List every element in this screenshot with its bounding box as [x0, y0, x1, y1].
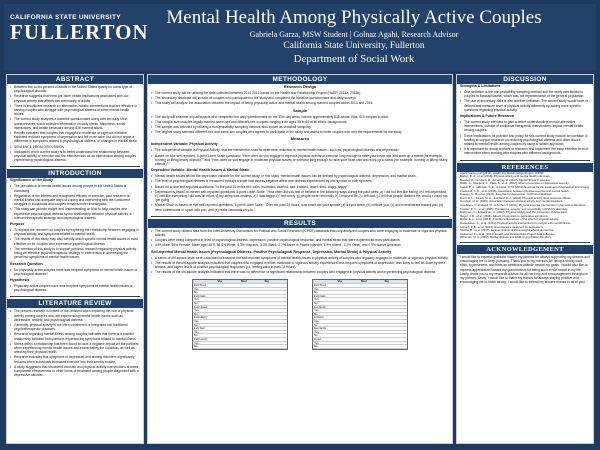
list-item: • Research regarding mental illness among couples indicates that there is a positive relationship between both partners experiencing symptoms related to mental illness.	[10, 332, 140, 340]
list-item: • The current study analyzes a baseline questionnaire along with ten daily short questionnaires which collected information on daily stress, happiness, social interactions, and health behaviors among 838 married adults.	[10, 117, 140, 130]
table-cell: Felt Tired	[314, 283, 326, 288]
methodology-heading: METHODOLOGY	[148, 75, 452, 84]
purpose-list	[7, 227, 143, 261]
reference-item: Kessler, R. C., et al. (2005). Prevalence, severity, and comorbidity of DSM-IV disorders.	[460, 206, 569, 211]
list-item: • The level of psychological distress is measured through a scale that assess negative affect and distress experienced by one spouse or both spouses.	[151, 179, 449, 183]
table-cell	[360, 284, 384, 287]
table-cell: No	[194, 290, 198, 295]
list-item: • The present research is limited or non-existent when exploring the role of physical activity among couples who are experiencing mental health issues such as depression, anxiety, and psychological distress.	[10, 309, 140, 322]
reference-item: Josefsson, T., Lindwall, M., & Archer, T. (2014). Physical exercise intervention in depressive disorders.	[460, 202, 586, 207]
table-cell	[240, 331, 264, 334]
table-cell: No	[314, 333, 318, 338]
table-cell	[217, 309, 241, 312]
table-cell: Yes	[314, 286, 319, 291]
table-cell	[384, 306, 408, 309]
table-cell	[337, 334, 361, 337]
table-cell: Felt Tired	[194, 283, 206, 288]
table-cell	[240, 342, 264, 345]
reference-item: Mammen, G., & Faulkner, G. (2013). Physical activity and the prevention of depression.	[460, 210, 569, 215]
table-cell	[264, 302, 288, 305]
table-cell: Yes	[314, 340, 319, 345]
table-cell	[240, 306, 264, 309]
table-cell: Felt Lonely	[194, 336, 208, 341]
table-cell: Yes	[314, 329, 319, 334]
strengths-heading: Strengths & Limitations	[460, 84, 501, 88]
table-cell	[337, 295, 361, 298]
table-header-cell: Mod	[361, 279, 367, 284]
implications-heading: Implications & Future Research	[460, 114, 514, 119]
table-cell	[217, 320, 241, 323]
table-cell	[360, 324, 384, 327]
divider	[10, 296, 140, 297]
significance-list	[7, 183, 143, 222]
table-cell	[264, 306, 288, 309]
list-item: • Implication of the current study is to better understand the relationship between physical activity or exercise and the effectiveness as an intervention among couples experiencing psychological distress.	[10, 150, 140, 163]
table-cell	[384, 342, 408, 345]
table-cell: Yes	[194, 319, 199, 324]
table-cell	[217, 291, 241, 294]
list-item: • Regardless of the interest and recognized efficacy of exercise, past research on mental illness and adequate ways of coping and intervening with the concurrent struggles in individuals and couples remains under investigated.	[10, 194, 140, 207]
table-cell	[264, 334, 288, 337]
divider	[460, 160, 590, 161]
reference-item: Cooney, G. M., et al. (2013). Exercise for depression. Cochrane Database.	[460, 192, 553, 197]
list-item: • The independent variable is Physical Activity, that the intervention used to determine reduction in mental health issues - such as, psychological distress and depression.	[151, 148, 449, 152]
abstract-list	[7, 84, 143, 164]
table-cell: Felt Upset	[194, 304, 207, 309]
table-cell	[337, 327, 361, 330]
results-list	[148, 228, 452, 250]
title-block	[134, 7, 574, 66]
table-cell: No	[194, 301, 198, 306]
list-item: • It is important for social workers to research and implement the most effective form of intervention when working with couples with different backgrounds.	[460, 147, 590, 155]
table-cell	[337, 284, 361, 287]
reference-item: Dunn, A. L., Trivedi, M. H., & O'Neal, H. A. (2001). Physical activity dose-response effects.	[460, 195, 572, 200]
table-cell: Felt Calm	[314, 293, 326, 298]
table-cell	[217, 302, 241, 305]
university: California State University, Fullerton	[283, 41, 425, 51]
divider	[10, 166, 140, 167]
table-header-cell: Sig	[384, 279, 389, 284]
table-cell	[360, 320, 384, 323]
table-cell	[384, 284, 408, 287]
table-cell	[264, 338, 288, 341]
list-item: • Based on four self-reported, 4-point Likert Scale questions: "How often do you engage in vigorous physical activity or exercise long enough to raise your heart rate and work up a sweat (for example, running or lifting heavy objects)?" and "How often do you engage in moderate physical activity or exercise long enough to raise your heart rate and work up a sweat (for example, running or lifting heavy objects)?"	[151, 154, 449, 167]
table-cell	[264, 331, 288, 334]
table-cell	[240, 302, 264, 305]
list-item: • Some implications for practice and policy for this current study include an increase of funding to support research on reducing psychological distress and other issues related to mental health among couples by using a holistic approach.	[460, 134, 590, 147]
table-cell	[217, 331, 241, 334]
divider	[151, 216, 449, 217]
list-item: • To expand the research on couples by exploring the relationship between engaging in physical activity and symptoms related to mental health.	[10, 228, 140, 236]
table-cell	[240, 338, 264, 341]
list-item: • The study will examine all participants who completed the daily questionnaire on the 10th day which include approximately 838 adults; thus, 419 couples in total.	[151, 115, 449, 119]
table-cell	[217, 284, 241, 287]
table-cell	[240, 320, 264, 323]
table-header-cell: Sig	[264, 279, 269, 284]
table-cell	[360, 313, 384, 316]
table-cell	[240, 291, 264, 294]
reference-item: Beesley, K., Fendrich, M., & Ferring, M. (2017). Mental illness in couples.	[460, 177, 551, 182]
table-cell: No	[194, 333, 198, 338]
reference-item: Carek, P. J., Laibstain, S. E., & Carek, S. M. (2011). Exercise for the treatment of depression and anxiety.	[460, 185, 590, 190]
table-row	[313, 345, 407, 349]
acknowledgement-heading: ACKNOWLEDGEMENT	[457, 245, 593, 254]
list-item: • Depression is based on eleven self-reported questions, 5-point Likert Scale: "How often did you feel or behave in the following ways during the past week: a) I did not feel like eating, b) I felt depressed, c) I felt like everything I did was an effort, d) my sleep was restless, e) I was happy, f) I felt lonely, g) people were unfriendly, h) I enjoyed life, i) I felt sad, j) I felt that people disliked me, and k) I could not 'get going.'"	[151, 190, 449, 203]
table-cell: Yes	[314, 308, 319, 313]
department: Department of Social Work	[293, 53, 415, 65]
references-heading: REFERENCES	[457, 163, 593, 172]
iv-heading: Independent Variable: Physical Activity	[151, 142, 218, 147]
authors: Gabriela Garza, MSW Student | Golnaz Agahi, Research Advisor	[249, 30, 459, 39]
table-cell: No	[314, 344, 318, 349]
table-cell	[384, 345, 408, 348]
results-heading: RESULTS	[148, 219, 452, 228]
list-item: • The use of secondary data is also another limitation. The current study would have re-defined and measure level of physical activity differently by asking more specific questions regarding physical activity.	[460, 99, 590, 112]
hypothesis-heading: Hypothesis	[10, 277, 30, 282]
hypothesis-list	[7, 283, 143, 294]
list-item: • The current study utilized data from the Inter-University Consortium for Political and Social Research (ICPSR) databank that only analyzed couples who were engaging in moderate or vigorous physical activity.	[151, 229, 449, 237]
references-list	[457, 172, 593, 240]
design-heading: Research Design	[283, 84, 317, 89]
table-cell: Felt Calm	[194, 293, 206, 298]
list-item: • SENTENCE FROM DISCUSSION	[10, 145, 140, 149]
table-cell: Yes	[194, 308, 199, 313]
table-cell	[337, 338, 361, 341]
table-cell	[264, 324, 288, 327]
table-cell	[384, 331, 408, 334]
reference-item: Meyer, J. D., et al. (2016). Effects of exercise on depressive symptoms.	[460, 213, 549, 218]
table-cell	[264, 316, 288, 319]
table-cell	[384, 334, 408, 337]
table-header-cell: Mod	[241, 279, 247, 284]
results-table-right	[312, 279, 408, 349]
table-cell	[240, 313, 264, 316]
table-cell	[360, 288, 384, 291]
table-cell: No	[314, 322, 318, 327]
table-cell	[240, 298, 264, 301]
results-tables	[152, 279, 448, 351]
table-cell	[240, 288, 264, 291]
table-cell	[360, 327, 384, 330]
table-cell	[240, 334, 264, 337]
list-item: • One limitation is the non-probability sampling method and the study was limited to couples in Massachusetts, which was not representative of the general population.	[460, 90, 590, 98]
table-cell	[360, 345, 384, 348]
table-cell	[240, 324, 264, 327]
table-cell	[337, 324, 361, 327]
list-item: • This study can provide insight and understanding on how to help couples who experience psychological distress by the relationship between physical activity, a relevant therapeutic strategy, and psychological distress.	[10, 207, 140, 220]
table-cell: Felt Sad	[194, 326, 205, 331]
sample-list	[148, 114, 452, 137]
significance-heading: Significance of the Study	[10, 178, 53, 183]
list-item: • The original study selected different-sex and same-sex couples who agreed to participate in the study and asked to invite couples who met the requirements for the study.	[151, 130, 449, 134]
table-cell: Let Down	[314, 304, 326, 309]
implications-list	[457, 119, 593, 158]
list-item: • Generally, physical activity is not often considered or integrated into traditional psychotherapeutic practices.	[10, 323, 140, 331]
table-cell	[264, 288, 288, 291]
table-cell	[217, 345, 241, 348]
table-cell	[217, 327, 241, 330]
table-cell	[384, 291, 408, 294]
table-cell	[384, 313, 408, 316]
dv-list	[148, 173, 452, 214]
table-row	[193, 345, 287, 349]
poster-title: Mental Health Among Physically Active Couples	[166, 7, 542, 28]
table-cell: No	[194, 322, 198, 327]
table-cell	[337, 306, 361, 309]
list-item: • Physically active couples have less frequent symptoms of mental health issues or psychological distress.	[10, 284, 140, 292]
logo-small-text: CALIFORNIA STATE UNIVERSITY	[10, 14, 121, 21]
list-item: • There is insufficient research on alternative, holistic interventions that are effective in serving couples who struggle with psychological distress or other mental health issues.	[10, 104, 140, 117]
table-cell	[217, 324, 241, 327]
table-cell	[217, 342, 241, 345]
reference-item: Goodwin, R. D. (2003). Association between physical activity and mental disorders.	[460, 199, 563, 204]
table-cell	[264, 345, 288, 348]
table-cell	[337, 320, 361, 323]
table-cell	[337, 331, 361, 334]
list-item: • Couples were being compared to level of psychological distress, depression, positive psychological response, and marital strain that were experienced from participants.	[151, 238, 449, 242]
table-cell	[384, 338, 408, 341]
research-question-heading: Research Question	[10, 261, 43, 266]
table-cell	[240, 316, 264, 319]
table-cell: No	[194, 344, 198, 349]
table-cell	[360, 331, 384, 334]
reference-item: Rebar, A. L., et al. (2015). A meta-meta-analysis of the effect of physical activity.	[460, 217, 559, 222]
list-item: • The intention of this study is to support previous research regarding physical activity being an effective psychotherapeutic strategy or intervention in decreasing the perceived symptoms of mental health issues.	[10, 247, 140, 260]
table-cell	[384, 320, 408, 323]
list-item: • A series of chi-square tests were calculated to examine the self-reported symptoms of mental health issues in physical activity of couples who regularly engaged in moderate or vigorous physical activity.	[151, 256, 449, 260]
table-cell	[264, 284, 288, 287]
reference-item: Barton, D. A., et al. (2016). Physical activity and mental health outcomes.	[460, 174, 551, 179]
table-cell: Yes	[314, 297, 319, 302]
list-item: • The results of the chi-square analysis indicated that couples who engaged in either moderate or vigorous activity experienced less frequent symptoms of depression, less likely to feel let down by their spouse, and higher levels of positive psychological responses (i.e. feeling calm in past 24 hours).	[151, 261, 449, 269]
list-item: • Stress within a relationship has been found to have a negative impact on the partners when experiencing mental health issues and exacerbating the condition, as well as affecting their physical health.	[10, 342, 140, 355]
list-item: • Do physically active couples have less frequent symptoms of mental health issues or psychological distress?	[10, 268, 140, 276]
table-cell	[240, 309, 264, 312]
iv-list	[148, 147, 452, 168]
list-item: • The secondary database will include all couples who participated in the study and completed the baseline questionnaire and daily surveys.	[151, 96, 449, 100]
table-cell	[217, 306, 241, 309]
list-item: • The prevalence of mental health issues among people in the United States is increasing.	[10, 184, 140, 192]
table-cell	[384, 309, 408, 312]
reference-item: Chekroud, S. R., et al. (2018). Association between physical exercise and mental health.	[460, 188, 570, 193]
table-cell	[384, 324, 408, 327]
table-cell	[264, 342, 288, 345]
table-cell	[360, 302, 384, 305]
list-item: • A study suggested that structured exercise and physical activity interventions showed comparable effectiveness to other forms of treatment among people diagnosed with a depressive disorder.	[10, 365, 140, 378]
design-list	[148, 90, 452, 108]
table-cell	[240, 284, 264, 287]
table-cell	[264, 291, 288, 294]
table-cell	[337, 302, 361, 305]
poster	[4, 4, 596, 446]
center-column	[147, 74, 453, 444]
table-cell	[337, 298, 361, 301]
measures-heading: Measures	[290, 136, 310, 142]
table-cell	[264, 313, 288, 316]
table-cell	[240, 327, 264, 330]
table-cell: No	[314, 290, 318, 295]
logo-big-text: FULLERTON	[10, 20, 149, 44]
literature-heading: LITERATURE REVIEW	[7, 299, 143, 308]
list-item: • Mental health issues will be the dependent variable for the current study. In this study, mental health issues can be defined by psychological distress, depression, and marital strain.	[151, 174, 449, 178]
table-cell	[264, 295, 288, 298]
table-cell	[384, 298, 408, 301]
table-cell	[264, 309, 288, 312]
list-item: • Marital Strain is based on five self-reported questions, 5-point Likert Scale: "Over the past 24 hours, how much did your spouse (a) let you down, (b) criticize you, (c) act inconsiderate toward you, (d) were bothersome or upset with you, and (e) make demands on you."	[151, 203, 449, 211]
table-cell	[360, 334, 384, 337]
discussion-heading: DISCUSSION	[457, 75, 593, 84]
research-question-list	[7, 267, 143, 278]
table-cell	[264, 320, 288, 323]
table-cell	[337, 309, 361, 312]
table-cell	[264, 298, 288, 301]
reference-item: Schuch, F. B., et al. (2016). Exercise as a treatment for depression.	[460, 224, 544, 229]
sample-heading: Sample	[292, 107, 308, 113]
table-cell	[384, 302, 408, 305]
table-cell: Criticize	[314, 315, 324, 320]
abstract-heading: ABSTRACT	[7, 75, 143, 84]
table-cell: Demands	[314, 326, 326, 331]
list-item: • This study will analyze the association between the impact of being physically active and mental health among married couples within 2014 and 2015.	[151, 101, 449, 105]
literature-list	[7, 308, 143, 379]
table-cell	[360, 291, 384, 294]
list-item: • The results of this study may also identify which specific mental health issues is most effective on for couples who experience psychological distress.	[10, 237, 140, 245]
list-item: • Between five to ten percent of adults in the United States qualify for some type of psychological disorder.	[10, 85, 140, 93]
list-item: • Results indicated that couples that engaged in moderate or vigorous exercise exhibited reduced symptoms of depression and felt more calm, but did not report a difference in symptoms related to psychological distress, or changes in marital strain.	[10, 131, 140, 144]
list-item: • Research indicates that symptoms of depressed and anxiety disorders significantly reduced when individuals increased exercise into their weekly routine.	[10, 355, 140, 363]
table-cell	[337, 345, 361, 348]
table-cell	[360, 298, 384, 301]
table-cell	[240, 295, 264, 298]
table-cell	[217, 334, 241, 337]
table-header-cell: Vig	[337, 279, 342, 284]
list-item: • 44% Male, 56% Female, Mean age=48.6, 86.4% White, 4.3% Hispanic, 3.3% Black, 2.7% Asian or Pacific Islander, 1.9% Mixed , 1.2% Other, and 0.9% Native American	[151, 243, 449, 247]
introduction-heading: INTRODUCTION	[7, 169, 143, 178]
reference-item: Umberson, D., et al. (2014). Health and Relationships Project data collection.	[460, 231, 556, 236]
divider	[460, 242, 590, 243]
table-cell: No	[314, 311, 318, 316]
list-item: • The current study intended to gain a better understanding on how alternative interventions, outside of traditional therapeutic interventions, impact mental health among couples.	[460, 120, 590, 133]
table-cell: Yes	[194, 286, 199, 291]
table-header-cell: Vig	[217, 279, 222, 284]
table-cell: No	[314, 301, 318, 306]
dv-heading: Dependent Variable: Mental Health Issues & Marital Strain	[151, 168, 250, 173]
table-cell	[337, 288, 361, 291]
reference-item: Rosenbaum, S., et al. (2014). Physical activity interventions for people with mental illness.	[460, 220, 572, 225]
university-logo	[10, 14, 149, 58]
table-cell	[217, 295, 241, 298]
reference-item: Bridle, C., Spanjers, K., Patel, S., et al. (2012). Effect of exercise on depression severity.	[460, 181, 570, 186]
table-cell: Yes	[194, 329, 199, 334]
list-item: • The results of the chi-square analysis indicated that there was no difference or significant relationship between couples who engaged in physical activity and experiencing psychological distress.	[151, 270, 449, 274]
results-table-left	[192, 279, 288, 349]
table-cell	[217, 298, 241, 301]
table-cell	[264, 327, 288, 330]
table-cell	[240, 345, 264, 348]
table-cell	[337, 316, 361, 319]
results-sub-list	[148, 255, 452, 277]
reference-item: Stubbs, B., et al. (2017). An examination of the anxiolytic effects of exercise.	[460, 228, 555, 233]
purpose-heading: Purpose	[10, 222, 25, 227]
table-cell	[360, 295, 384, 298]
table-cell	[217, 338, 241, 341]
table-cell	[337, 291, 361, 294]
list-item: • Research suggests that there are other health implications associated with low physical activity that affects this community of adults.	[10, 94, 140, 102]
right-column	[456, 74, 594, 444]
list-item: • This sample size includes legally married same-sex and different-sex couples, ranging from ages 35 to 65 at all ethnic backgrounds.	[151, 120, 449, 124]
table-cell	[337, 313, 361, 316]
table-cell: Upset	[314, 336, 322, 341]
strengths-list	[457, 89, 593, 114]
table-cell	[384, 327, 408, 330]
table-cell	[337, 342, 361, 345]
reference-item: Whisman, M. A. (2007). Marital distress and DSM-IV psychiatric disorders.	[460, 235, 552, 240]
acknowledgement-text: I would like to express gratitude toward my parents for always supporting my dreams and encouraging me to keep pursuing. Thank you to my mentors for being a strong work ethic, to persevere, and have an ambitious attitude toward my goals. I would also like to express appreciation toward my grandmother for being such a role model in my life. Lastly, thank you to my research advisor for all her help and encouragement throughout my journey. Lastly, I would like to thank my friends for always staying positive and encouraging me to finish strong. I would like to extend my sincere thanks to all of you!	[460, 254, 590, 285]
table-cell: Yes	[194, 297, 199, 302]
table-cell	[360, 316, 384, 319]
table-cell	[384, 288, 408, 291]
results-sub-heading: Self-reported Mental Health Issues (Psychological Distress, Positive Psychological Response, Depression, Marital Strain) & Physical Activity	[151, 249, 392, 254]
table-cell	[360, 306, 384, 309]
table-cell	[217, 313, 241, 316]
reference-item: Agahi/Garza et al. (2014). Health and Relationships Project. ICPSR.	[460, 170, 545, 175]
table-cell: Yes	[314, 319, 319, 324]
table-cell	[217, 316, 241, 319]
left-column	[6, 74, 144, 444]
table-cell	[384, 295, 408, 298]
poster-header	[4, 4, 596, 70]
list-item: • The sample was selected by utilizing a non-probability sampling method, also known as snowball sampling.	[151, 125, 449, 129]
table-cell	[360, 309, 384, 312]
table-cell	[217, 288, 241, 291]
table-cell: No	[194, 311, 198, 316]
list-item: • Based on a nine self-reported questions: "In the past 24 hours felt: calm, frustrated, worried, sad, irritated, upset, tired, angry, happy".	[151, 185, 449, 189]
table-cell	[360, 338, 384, 341]
table-cell: Yes	[194, 340, 199, 345]
list-item: • The current study will be utilizing the data collected between 2014-2015 based on the Health and Relationship Project (HARP, 2014a; 2015b).	[151, 91, 449, 95]
table-cell	[360, 342, 384, 345]
table-cell	[384, 316, 408, 319]
table-cell: Felt Happy	[194, 315, 208, 320]
